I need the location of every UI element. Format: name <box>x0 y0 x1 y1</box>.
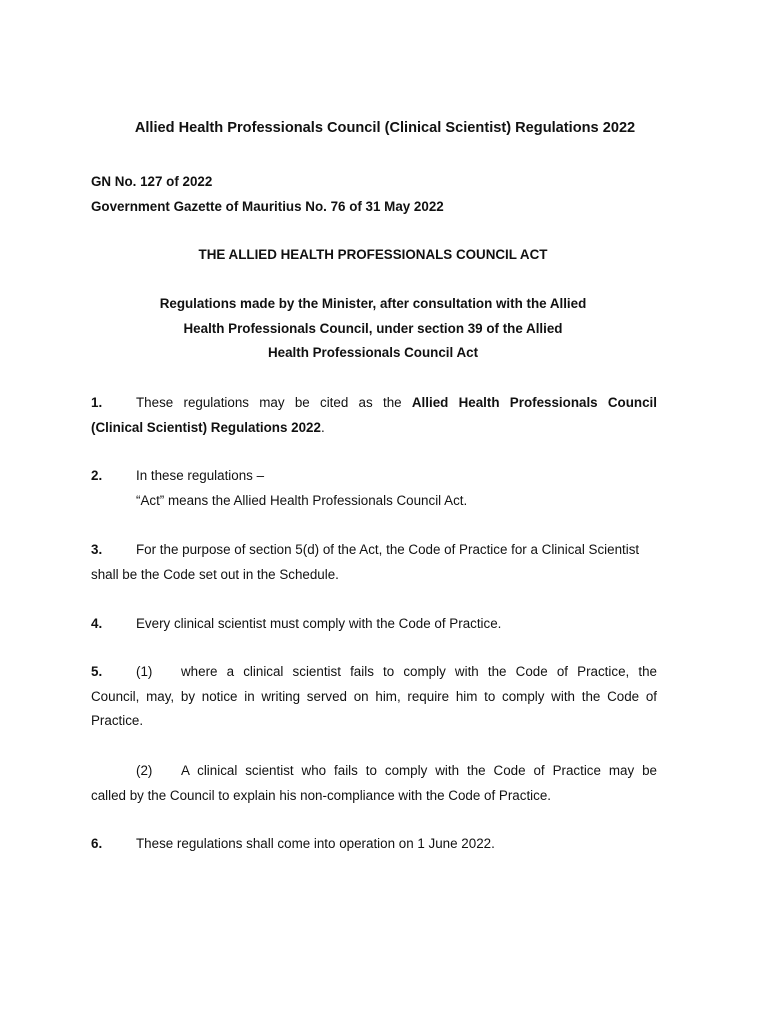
section-4-line-1 <box>91 612 657 637</box>
section-6 <box>91 832 657 857</box>
definition-act: “Act” means the Allied Health Professionals Council Act. <box>136 492 468 508</box>
regulation-short-title: Allied Health Professionals Council <box>411 395 657 410</box>
section-number: 4. <box>91 616 103 631</box>
section-5-2-text: A clinical scientist who fails to comply with the Code of Practice may be <box>181 763 657 778</box>
document-title: Allied Health Professionals Council (Clinical Scientist) Regulations 2022 <box>134 120 636 136</box>
preamble-line: Regulations made by the Minister, after consultation with the Allied <box>159 296 587 311</box>
section-5-1-text: where a clinical scientist fails to comply with the Code of Practice, the <box>181 664 657 679</box>
section-5-2 <box>91 759 657 808</box>
gn-number: GN No. 127 of 2022 <box>91 174 213 189</box>
section-5-2-line-1 <box>91 759 657 784</box>
section-2-line-1 <box>91 464 657 489</box>
section-number: 2. <box>91 468 103 483</box>
subsection-label: (2) <box>136 763 153 778</box>
section-1 <box>91 391 657 440</box>
section-3-line-1 <box>91 538 657 563</box>
preamble-line: Health Professionals Council Act <box>267 345 479 360</box>
preamble-line: Health Professionals Council, under section 39 of the Allied <box>183 320 563 336</box>
regulation-short-title-cont: (Clinical Scientist) Regulations 2022 <box>91 419 321 435</box>
section-5-2-line-2: called by the Council to explain his non-compliance with the Code of Practice. <box>91 787 551 803</box>
section-6-line-1 <box>91 832 657 857</box>
section-5-1-line-1 <box>91 660 657 685</box>
section-1-end: . <box>320 419 325 435</box>
section-1-text: These regulations may be cited as the <box>136 395 402 410</box>
section-4 <box>91 612 657 637</box>
section-5 <box>91 660 657 734</box>
subsection-label: (1) <box>136 664 153 679</box>
section-2-intro: In these regulations – <box>136 468 265 483</box>
section-4-text: Every clinical scientist must comply with the Code of Practice. <box>136 616 502 631</box>
section-5-1-line-3: Practice. <box>91 713 144 728</box>
act-heading: THE ALLIED HEALTH PROFESSIONALS COUNCIL ACT <box>198 247 548 262</box>
section-number: 6. <box>91 836 103 851</box>
section-6-text: These regulations shall come into operation on 1 June 2022. <box>136 836 495 851</box>
section-1-line-2 <box>91 416 657 441</box>
section-3-text: For the purpose of section 5(d) of the Act, the Code of Practice for a Clinical Scientist <box>136 542 640 557</box>
section-number: 3. <box>91 542 103 557</box>
section-2 <box>91 464 657 513</box>
section-3-line-2: shall be the Code set out in the Schedule. <box>91 566 339 582</box>
section-3 <box>91 538 657 587</box>
preamble <box>60 292 686 366</box>
section-number: 5. <box>91 664 103 679</box>
gazette-reference: Government Gazette of Mauritius No. 76 of 31 May 2022 <box>91 199 444 214</box>
section-1-line-1 <box>91 391 657 416</box>
section-number: 1. <box>91 395 103 410</box>
section-5-1-line-2: Council, may, by notice in writing served on him, require him to comply with the Code of <box>91 688 657 704</box>
